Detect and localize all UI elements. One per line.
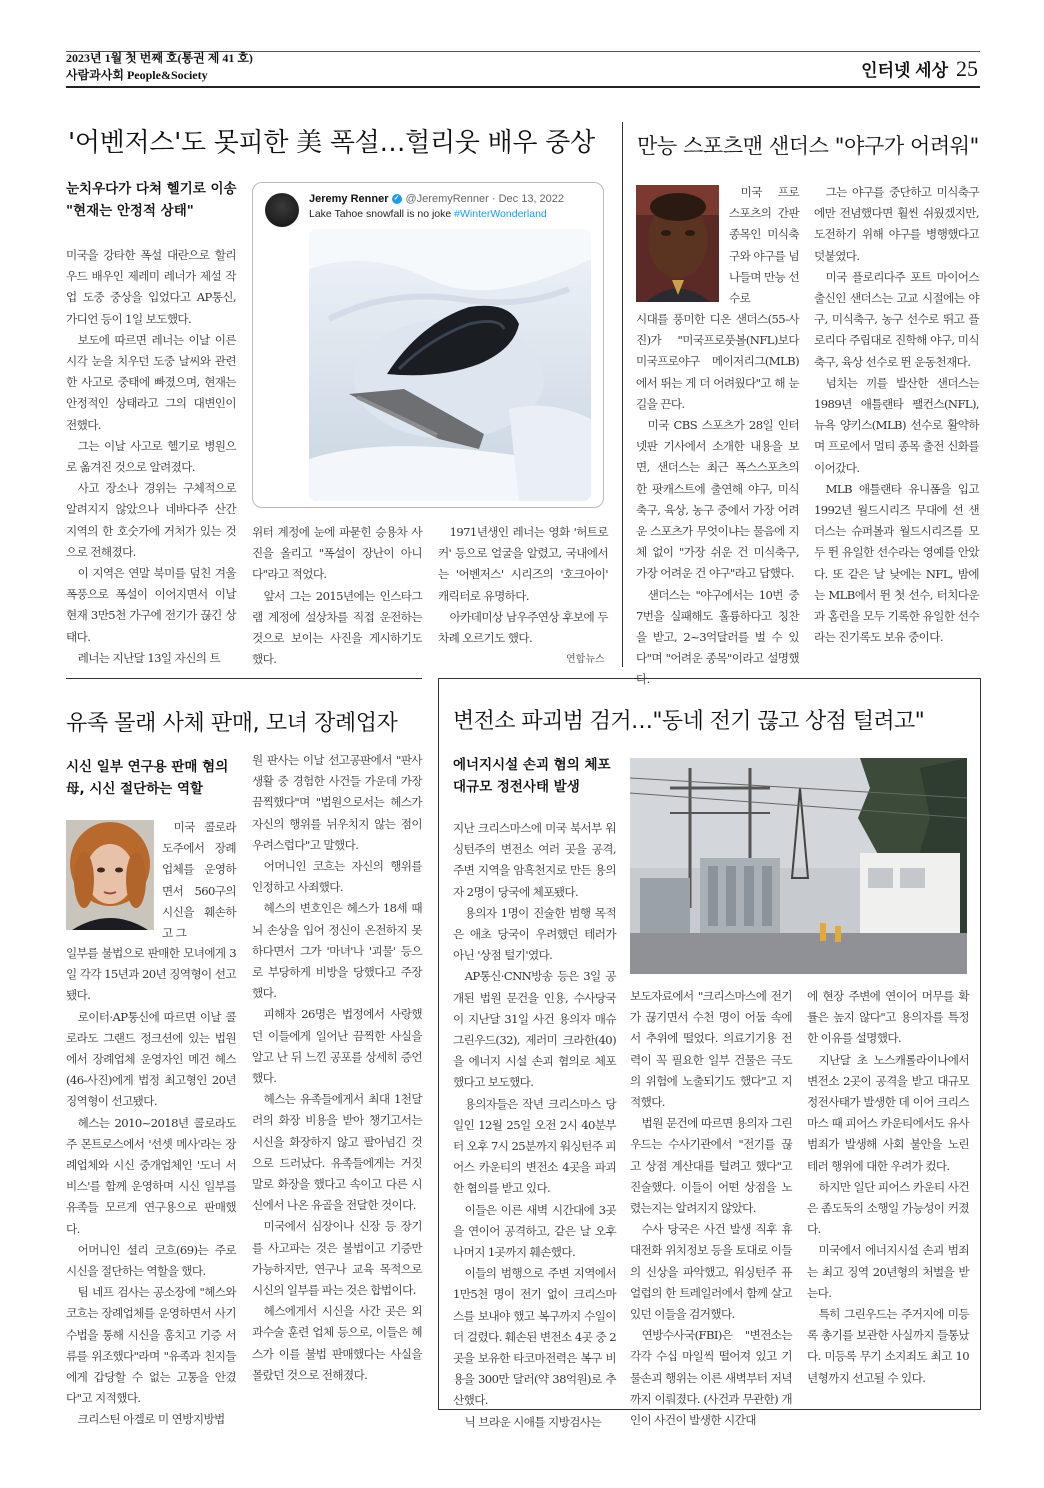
page-number: 25 — [956, 56, 978, 81]
section-header — [861, 56, 978, 82]
paragraph: MLB 애틀랜타 유니폼을 입고 1992년 월드시리즈 무대에 선 샌더스는 슈퍼볼과 월드시리즈를 모두 뛴 유일한 선수라는 영예를 안았다. 또 같은 날 낮에는 NFL, 밤에는 MLB에서 뛴 첫 선수, 터치다운과 홈런을 모두 기록한 유일한 선수라는 진기록도 보유 중이다. — [814, 481, 979, 645]
paragraph: 샌더스는 "야구에서는 10번 중 7번을 실패해도 훌륭하다고 칭찬을 받고, 2~3억달러를 벌 수 있다"며 "어려운 종목"이라고 설명했다. — [636, 587, 799, 687]
article1-credit: 연합뉴스 — [566, 654, 605, 665]
paragraph: AP통신·CNN방송 등은 3일 공개된 법원 문건을 인용, 수사당국이 지난달 31일 사건 용의자 매슈 그린우드(32), 제러미 크라한(40)을 에너지 시설 손괴 혐의로 체포했다고 보도했다. — [453, 969, 616, 1090]
header-bottom-rule — [66, 86, 980, 88]
article2-col1-beside — [729, 182, 799, 309]
paragraph: 미국에서 심장이나 신장 등 장기를 사고파는 것은 불법이고 기증만 가능하지만, 연구나 교육 목적으로 시신의 일부를 파는 것은 합법이다. — [252, 1219, 422, 1298]
paragraph: 미국을 강타한 폭설 대란으로 할리우드 배우인 제레미 레너가 제설 작업 도중 중상을 입었다고 AP통신, 가디언 등이 1일 보도했다. — [66, 248, 236, 326]
tweet-handle-date: @JeremyRenner · Dec 13, 2022 — [405, 193, 565, 205]
paragraph: 미국에서 에너지시설 손괴 범죄는 최고 징역 20년형의 처벌을 받는다. — [807, 1243, 969, 1300]
paragraph: 에 현장 주변에 연이어 머무를 확률은 높지 않다"고 용의자를 특정한 이유를 설명했다. — [807, 989, 969, 1046]
paragraph: 어머니인 셜리 코흐(69)는 주로 시신을 절단하는 역할을 했다. — [66, 1242, 236, 1279]
paragraph: 피해자 26명은 법정에서 사랑했던 이들에게 일어난 끔찍한 사실을 알고 난 뒤 느낀 공포를 상세히 증언했다. — [252, 1007, 422, 1086]
issue-line: 2023년 1월 첫 번째 호(통권 제 41 호) — [66, 51, 253, 65]
paragraph: 헤스의 변호인은 헤스가 18세 때 뇌 손상을 입어 정신이 온전하지 못하다면서 그가 '마녀'나 '괴물' 등으로 부당하게 비방을 당했다고 주장했다. — [252, 901, 422, 1001]
paragraph: 원 판사는 이날 선고공판에서 "판사 생활 중 경험한 사건들 가운데 가장 끔찍했다"며 "법원으로서는 헤스가 자신의 행위를 뉘우치지 않는 점이 우려스럽다"고 말했다. — [252, 753, 422, 852]
tweet-avatar — [265, 193, 299, 227]
paragraph: 1971년생인 레너는 영화 '허트로커' 등으로 얼굴을 알렸고, 국내에서는 '어벤저스' 시리즈의 '호크아이' 캐릭터로 유명하다. — [438, 525, 608, 603]
column-divider — [622, 122, 623, 667]
paragraph: 헤스는 2010~2018년 콜로라도주 몬트로스에서 '선셋 메사'라는 장례업체와 시신 중개업체인 '도너 서비스'를 함께 운영하며 시신 일부를 유족들 모르게 연구용으로 판매했다. — [66, 1115, 236, 1236]
paragraph: 미국 프로 스포츠의 간판 종목인 미식축구와 야구를 넘나들며 만능 선수로 — [729, 185, 799, 306]
sanders-photo — [636, 185, 719, 302]
paragraph: 특히 그린우드는 주거지에 미등록 총기를 보관한 사실까지 들통났다. 미등록 무기 소지죄도 최고 10년형까지 선고될 수 있다. — [807, 1307, 969, 1385]
paragraph: 헤스에게서 시신을 사간 곳은 외과수술 훈련 업체 등으로, 이들은 헤스가 이를 불법 판매했다는 사실을 몰랐던 것으로 전해졌다. — [252, 1304, 422, 1382]
paragraph: 아카데미상 남우주연상 후보에 두차례 오르기도 했다. — [438, 609, 608, 646]
magazine-name: 사람과사회 People&Society — [66, 68, 208, 82]
article3-subtitle: 시신 일부 연구용 판매 혐의 母, 시신 절단하는 역할 — [66, 759, 229, 797]
paragraph: 어머니인 코흐는 자신의 행위를 인정하고 사죄했다. — [252, 859, 422, 895]
article3-col2 — [252, 750, 422, 1386]
tweet-author — [309, 193, 564, 205]
tweet-photo-snow-car — [309, 229, 591, 501]
tweet-card — [252, 182, 604, 508]
paragraph: 지난 크리스마스에 미국 북서부 워싱턴주의 변전소 여러 곳을 공격, 주변 지역을 암흑천지로 만든 용의자 2명이 당국에 체포됐다. — [453, 821, 616, 899]
paragraph: 미국 CBS 스포츠가 28일 인터넷판 기사에서 소개한 내용을 보면, 샌더스는 최근 폭스스포츠의 한 팟캐스트에 출연해 야구, 미식축구, 육상, 농구 중에서 가장 어려운 스포츠가 무엇이냐는 물음에 지체 없이 "가장 쉬운 건 미식축구, 가장 어려운 건 야구"라고 답했다. — [636, 418, 799, 581]
article4-col3 — [807, 986, 969, 1389]
paragraph: 보도자료에서 "크리스마스에 전기가 끊기면서 수천 명이 어둠 속에서 추위에 떨었다. 의료기기용 전력이 꼭 필요한 일부 건물은 극도의 위험에 노출되기도 했다"고 지적했다. — [630, 989, 792, 1110]
paragraph: 미국 플로리다주 포트 마이어스 출신인 샌더스는 고교 시절에는 야구, 미식축구, 농구 선수로 뛰고 플로리다 주립대로 진학해 야구, 미식축구, 육상 선수로 뛴 운동천재다. — [814, 269, 979, 369]
article1-subtitle: 눈치우다가 다쳐 헬기로 이송 "현재는 안정적 상태" — [66, 181, 237, 219]
paragraph: 시대를 풍미한 디온 샌더스(55-사진)가 "미국프로풋볼(NFL)보다 미국프로야구 메이저리그(MLB)에서 뛰는 게 더 어려웠다"고 해 눈길을 끈다. — [636, 312, 799, 411]
paragraph: 연방수사국(FBI)은 "변전소는 각각 수십 마일씩 떨어져 있고 기물손괴 행위는 이른 새벽부터 저녁까지 이뤄졌다. (사건과 무관한) 개인이 사건이 발생한 시간대 — [630, 1328, 792, 1428]
article2-col1 — [636, 309, 799, 691]
paragraph: 크리스틴 아겔로 미 연방지방법 — [77, 1412, 225, 1427]
tweet-hashtag: #WinterWonderland — [454, 208, 547, 220]
paragraph: 하지만 일단 피어스 카운티 사건은 좀도둑의 소행일 가능성이 커졌다. — [807, 1179, 969, 1237]
article3-col1-beside — [162, 817, 236, 944]
paragraph: 일부를 불법으로 판매한 모녀에게 3일 각각 15년과 20년 징역형이 선고됐다. — [66, 946, 236, 1003]
paragraph: 그는 이날 사고로 헬기로 병원으로 옮겨진 것으로 알려졌다. — [66, 438, 236, 475]
paragraph: 로이터·AP통신에 따르면 이날 콜로라도 그랜드 정크션에 있는 법원에서 장례업체 운영자인 메건 헤스(46-사진)에게 법정 최고형인 20년 징역형이 선고됐다. — [66, 1009, 236, 1109]
article1-title: '어벤저스'도 못피한 美 폭설…헐리웃 배우 중상 — [68, 128, 595, 158]
article1-col1 — [66, 245, 236, 669]
paragraph: 팀 네프 검사는 공소장에 "헤스와 코흐는 장례업체를 운영하면서 사기 수법을 통해 시신을 훔치고 기증 서류를 위조했다"라며 "유족과 친지들에게 갑당할 수 없는 고통을 안겼다"고 지적했다. — [66, 1285, 236, 1406]
paragraph: 앞서 그는 2015년에는 인스타그램 계정에 설상차를 직접 운전하는 것으로 보이는 사진을 게시하기도 했다. — [252, 588, 422, 667]
paragraph: 닉 브라운 시애틀 지방검사는 — [464, 1414, 602, 1429]
tweet-author-name: Jeremy Renner — [309, 193, 389, 205]
article3-col1 — [66, 943, 236, 1431]
paragraph: 용의자 1명이 진술한 범행 목적은 애초 당국이 우려했던 테러가 아닌 '상점 털기'였다. — [453, 905, 616, 963]
hess-photo — [66, 820, 154, 930]
paragraph: 법원 문건에 따르면 용의자 그린우드는 수사기관에서 "전기를 끊고 상점 계산대를 털려고 했다"고 진술했다. 이들이 어떤 상점을 노렸는지는 알려지지 않았다. — [630, 1116, 792, 1216]
article1-col3 — [438, 522, 608, 649]
article4-col2 — [630, 986, 792, 1431]
verified-icon: ✓ — [392, 194, 402, 204]
substation-photo — [630, 758, 967, 974]
paragraph: 이 지역은 연말 북미를 덮친 겨울 폭풍으로 폭설이 이어지면서 이날 현재 3만5천 가구에 전기가 끊긴 상태다. — [66, 566, 236, 644]
section-divider — [66, 678, 422, 679]
paragraph: 이들은 이른 새벽 시간대에 3곳을 연이어 공격하고, 같은 날 오후 나머지 1곳까지 훼손했다. — [453, 1202, 616, 1260]
paragraph: 위터 계정에 눈에 파묻힌 승용차 사진을 올리고 "폭설이 장난이 아니다"라고 적었다. — [252, 525, 422, 582]
article4-col1 — [453, 818, 616, 1433]
article4-subtitle: 에너지시설 손괴 혐의 체포 대규모 정전사태 발생 — [453, 757, 611, 795]
section-name: 인터넷 세상 — [861, 61, 948, 80]
article1-col2 — [252, 522, 422, 670]
paragraph: 헤스는 유족들에게서 최대 1천달러의 화장 비용을 받아 챙기고서는 시신을 화장하지 않고 팔아넘긴 것으로 드러났다. 유족들에게는 거짓말로 화장을 했다고 속이고 다른 시신에서 나온 유골을 전달한 것이다. — [252, 1092, 422, 1213]
tweet-text: Lake Tahoe snowfall is no joke #WinterWonderland — [309, 208, 547, 220]
paragraph: 보도에 따르면 레너는 이날 이른 시각 눈을 치우던 도중 날씨와 관련한 사고로 중태에 빠졌으며, 현재는 안정적인 상태라고 그의 대변인이 전했다. — [66, 332, 236, 432]
paragraph: 수사 당국은 사건 발생 직후 휴대전화 위치정보 등을 토대로 이들의 신상을 파악했고, 워싱턴주 퓨얼럽의 한 트레일러에서 함께 살고 있던 이들을 검거했다. — [630, 1222, 792, 1322]
article3-title: 유족 몰래 사체 판매, 모녀 장례업자 — [66, 711, 398, 736]
paragraph: 그는 야구를 중단하고 미식축구에만 전념했다면 훨씬 쉬웠겠지만, 도전하기 위해 야구를 병행했다고 덧붙였다. — [814, 185, 979, 263]
paragraph: 사고 장소나 경위는 구체적으로 알려지지 않았으나 네바다주 산간 지역의 한 호숫가에 거처가 있는 것으로 전해졌다. — [66, 481, 236, 559]
article4-title: 변전소 파괴범 검거…"동네 전기 끊고 상점 털려고" — [453, 709, 925, 734]
article2-title: 만능 스포츠맨 샌더스 "야구가 어려워" — [637, 134, 979, 158]
paragraph: 레너는 지난달 13일 자신의 트 — [77, 650, 221, 665]
paragraph: 이들의 범행으로 주변 지역에서 1만5천 명이 전기 없이 크리스마스를 보내야 했고 복구까지 수일이 더 걸렸다. 훼손된 변전소 4곳 중 2곳을 보유한 타코마전력은 복구 비용을 300만 달러(약 38억원)로 추산했다. — [453, 1266, 616, 1408]
masthead — [66, 50, 253, 84]
paragraph: 미국 콜로라도주에서 장례업체를 운영하면서 560구의 시신을 훼손하고 그 — [162, 820, 236, 941]
paragraph: 넘치는 끼를 발산한 샌더스는 1989년 애틀랜타 팰컨스(NFL), 뉴욕 양키스(MLB) 선수로 활약하며 프로에서 멀티 종목 출전 신화를 이어갔다. — [814, 375, 979, 475]
paragraph: 지난달 초 노스캐롤라이나에서 변전소 2곳이 공격을 받고 대규모 정전사태가 발생한 데 이어 크리스마스 때 피어스 카운티에서도 유사 범죄가 발생해 사회 불안을 노린 테러 행위에 대한 우려가 컸다. — [807, 1052, 969, 1173]
article2-col2 — [814, 182, 979, 648]
paragraph: 용의자들은 작년 크리스마스 당일인 12월 25일 오전 2시 40분부터 오후 7시 25분까지 워싱턴주 피어스 카운티의 변전소 4곳을 파괴한 혐의를 받고 있다. — [453, 1096, 616, 1196]
